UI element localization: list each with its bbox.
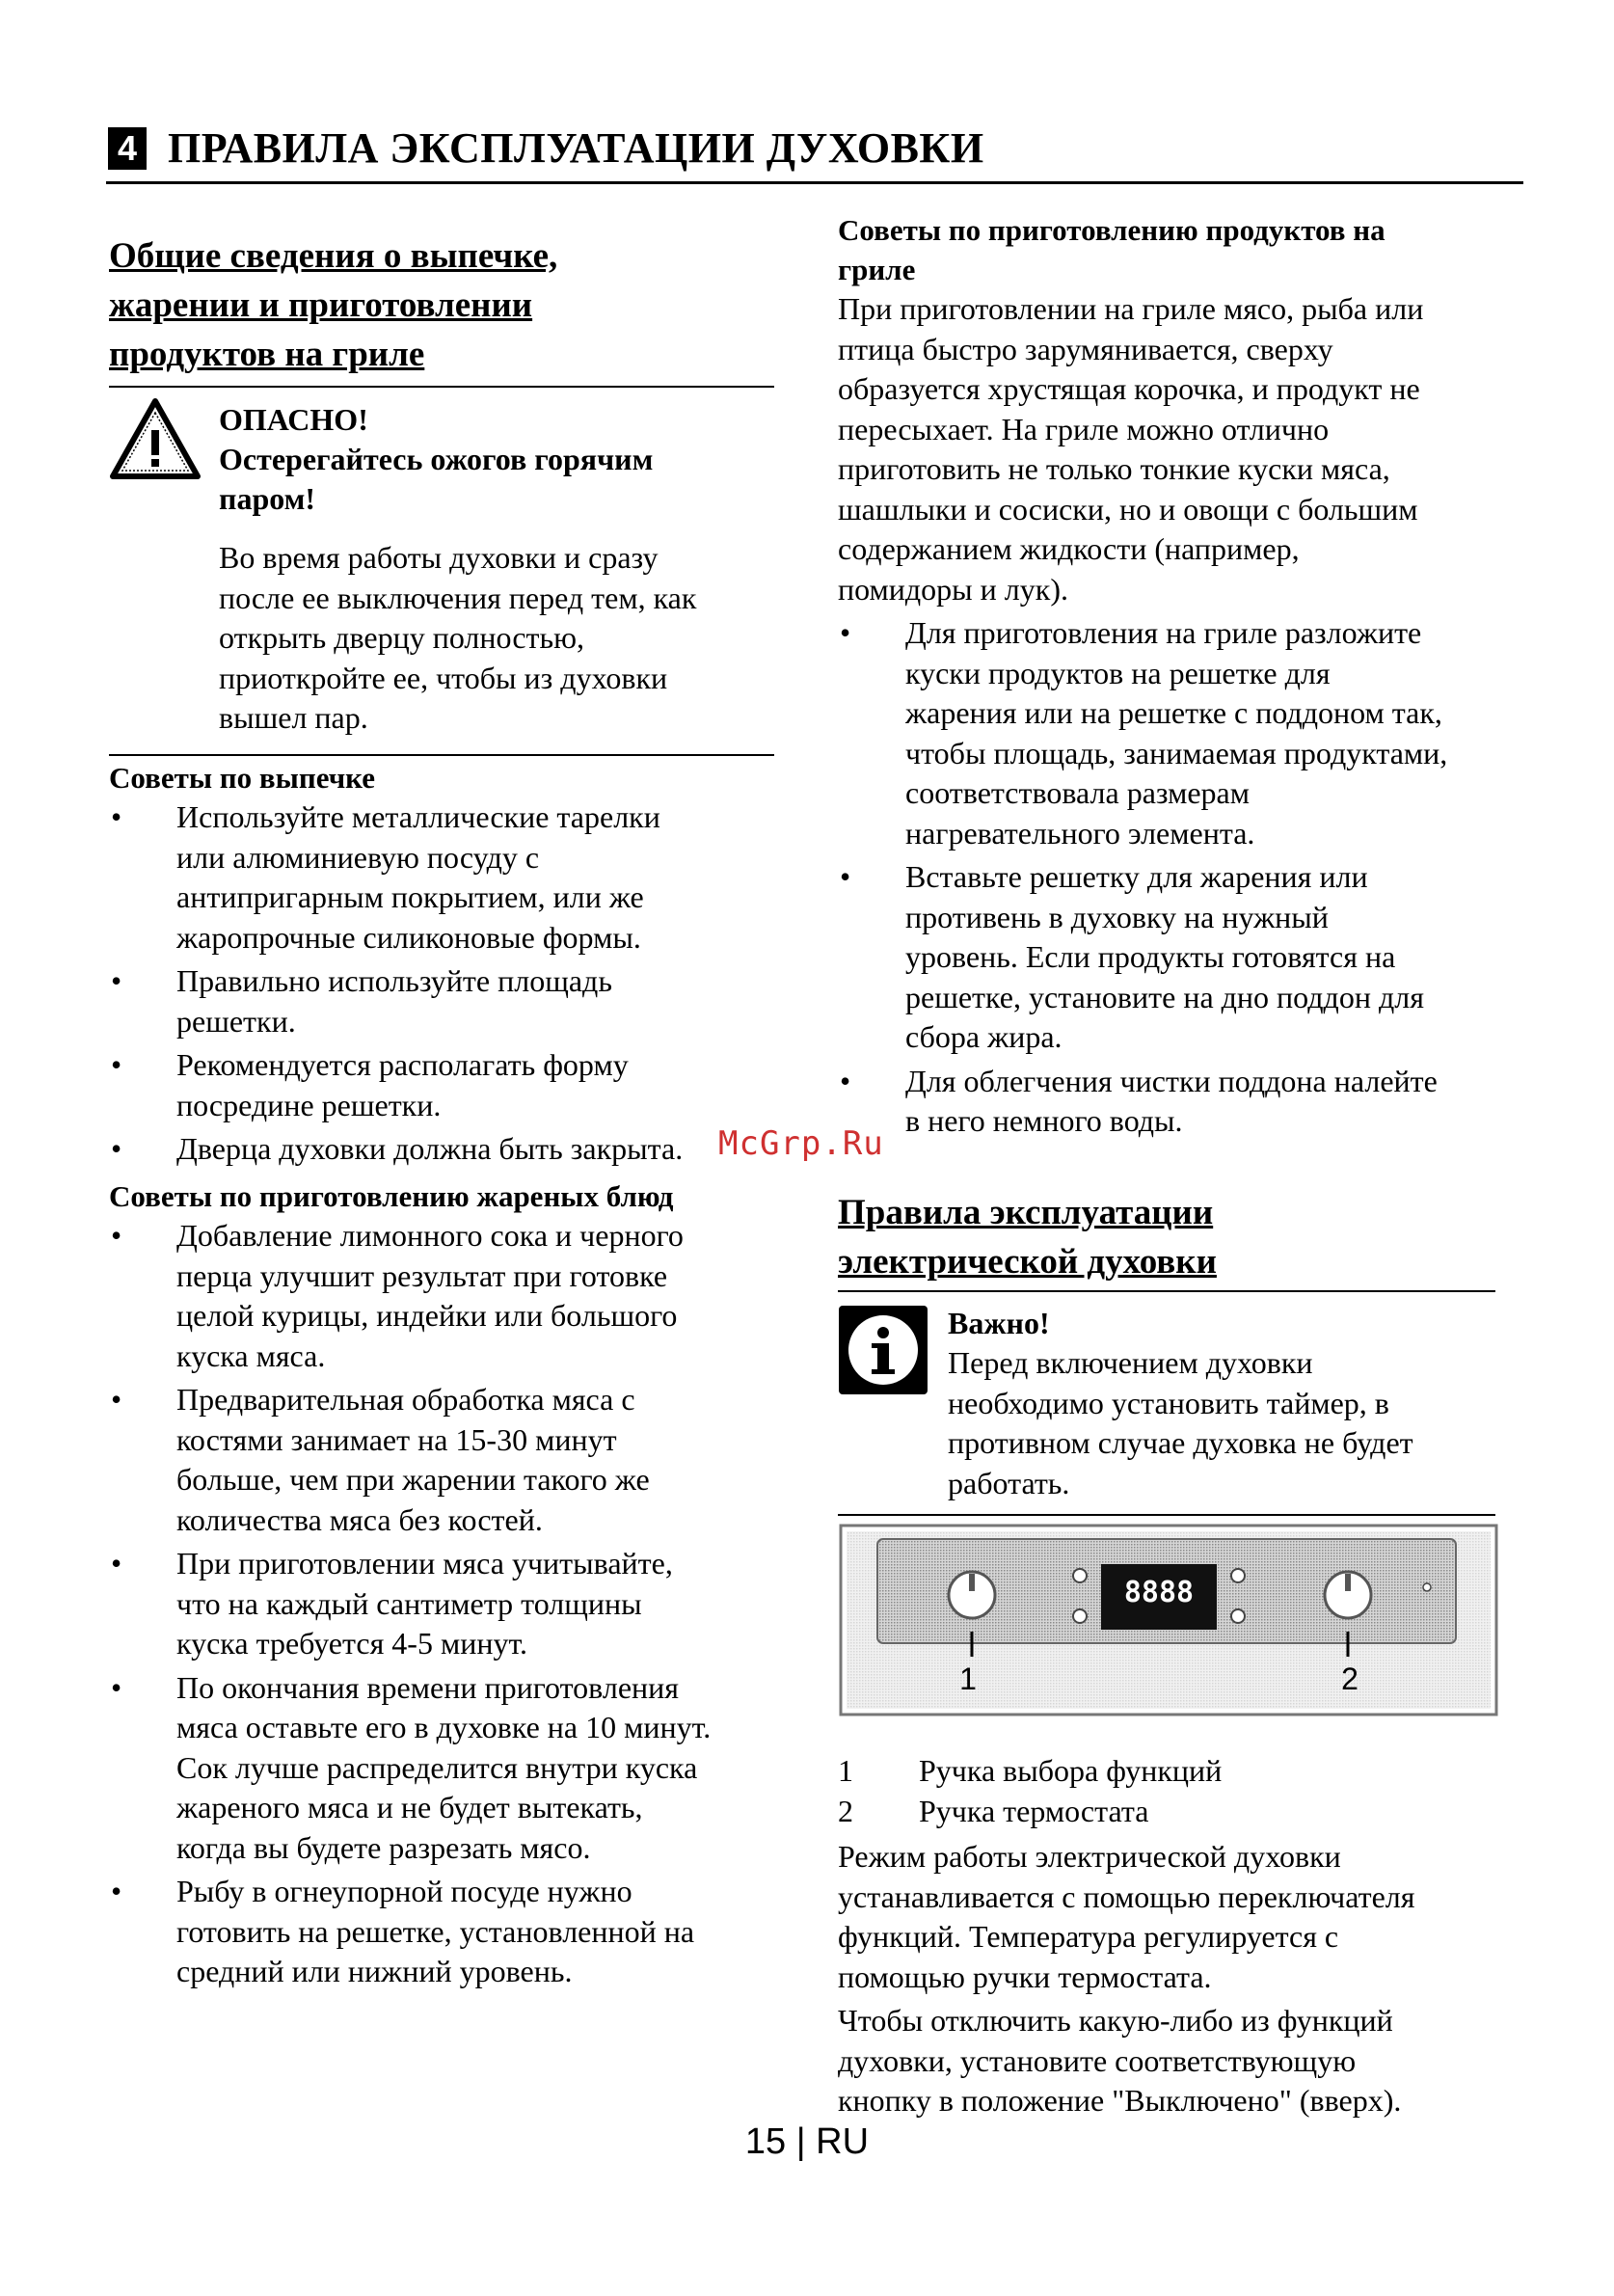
para-line: кнопку в положение "Выключено" (вверх).	[838, 2083, 1402, 2118]
list-line: что на каждый сантиметр толщины	[176, 1585, 642, 1621]
notice-line: работать.	[948, 1465, 1070, 1500]
para-line: устанавливается с помощью переключателя	[838, 1878, 1415, 1914]
list-item	[109, 1668, 803, 1869]
list-line: Сок лучше распределится внутри куска	[176, 1749, 698, 1785]
notice-line: необходимо установить таймер, в	[948, 1385, 1389, 1420]
list-item	[109, 1380, 803, 1540]
para-line: духовки, установите соответствующую	[838, 2042, 1357, 2078]
list-line: костями занимает на 15-30 минут	[176, 1421, 617, 1457]
section-title-line: Общие сведения о выпечке,	[109, 236, 558, 276]
section-divider	[109, 386, 774, 388]
list-line: • При приготовлении мяса учитывайте,	[176, 1546, 673, 1580]
list-line: • Правильно используйте площадь	[176, 963, 612, 998]
list-line: средний или нижний уровень.	[176, 1954, 573, 1988]
list-line: куски продуктов на решетке для	[905, 655, 1331, 690]
list-line: нагревательного элемента.	[905, 815, 1255, 851]
grill-intro-line: приготовить не только тонкие куски мяса,	[838, 451, 1390, 486]
list-item	[109, 1544, 803, 1664]
list-line: • Рекомендуется располагать форму	[176, 1047, 629, 1082]
grill-intro-line: При приготовлении на гриле мясо, рыба или	[838, 291, 1424, 326]
list-line: в него немного воды.	[905, 1103, 1183, 1138]
electric-oven-title	[838, 1188, 1513, 1286]
grill-heading-line: Советы по приготовлению продуктов на	[838, 213, 1385, 247]
legend-row	[838, 1751, 1513, 1792]
info-icon	[839, 1306, 928, 1394]
header-divider	[106, 181, 1523, 184]
list-line: куска мяса.	[176, 1337, 326, 1373]
list-line: • Вставьте решетку для жарения или	[905, 859, 1368, 894]
list-line: уровень. Если продукты готовятся на	[905, 939, 1396, 974]
list-line: • Используйте металлические тарелки	[176, 799, 660, 834]
list-line: соответствовала размерам	[905, 775, 1250, 810]
baking-tips-heading: Советы по выпечке	[109, 761, 376, 795]
roasting-tips-list	[109, 1216, 803, 1992]
grill-intro-line: пересыхает. На гриле можно отлично	[838, 411, 1330, 446]
section-divider	[838, 1290, 1495, 1292]
list-line: куска требуется 4-5 минут.	[176, 1626, 528, 1661]
para-line: Чтобы отключить какую-либо из функций	[838, 2003, 1393, 2038]
list-item	[838, 1062, 1532, 1142]
panel-label-2: 2	[1341, 1661, 1358, 1696]
list-line: количества мяса без костей.	[176, 1501, 543, 1537]
control-panel-illustration	[839, 1524, 1498, 1716]
warning-subtitle-line: паром!	[219, 481, 316, 516]
general-section-title	[109, 231, 774, 379]
watermark: McGrp.Ru	[718, 1124, 884, 1163]
legend-num: 1	[838, 1753, 853, 1788]
para-line: функций. Температура регулируется с	[838, 1919, 1339, 1954]
grill-tips-list	[838, 613, 1532, 1142]
section-title-line: электрической духовки	[838, 1242, 1217, 1282]
notice-line: противном случае духовка не будет	[948, 1425, 1413, 1460]
grill-intro-line: помидоры и лук).	[838, 571, 1068, 607]
list-line: жареного мяса и не будет вытекать,	[176, 1790, 643, 1824]
list-line: посредине решетки.	[176, 1087, 442, 1122]
chapter-title: ПРАВИЛА ЭКСПЛУАТАЦИИ ДУХОВКИ	[168, 124, 984, 172]
list-line: сбора жира.	[905, 1019, 1063, 1054]
notice-line: Перед включением духовки	[948, 1345, 1313, 1380]
para-line: Режим работы электрической духовки	[838, 1839, 1341, 1874]
roasting-tips	[109, 1176, 803, 1996]
list-line: когда вы будете разрезать мясо.	[176, 1829, 591, 1865]
list-item	[109, 1216, 803, 1376]
list-line: противень в духовку на нужный	[905, 899, 1329, 934]
grill-intro-line: шашлыки и сосиски, но и овощи с большим	[838, 491, 1418, 527]
list-line: мяса оставьте его в духовке на 10 минут.	[176, 1710, 712, 1744]
warning-triangle-icon	[109, 397, 202, 480]
list-line: чтобы площадь, занимаемая продуктами,	[905, 735, 1448, 770]
warning-title: ОПАСНО!	[219, 402, 368, 437]
section-divider	[838, 1514, 1495, 1516]
list-line: • По окончания времени приготовления	[176, 1669, 679, 1705]
list-line: • Предварительная обработка мяса с	[176, 1382, 635, 1417]
section-title-line: Правила эксплуатации	[838, 1193, 1214, 1232]
list-line: • Добавление лимонного сока и черного	[176, 1218, 684, 1253]
list-item	[109, 797, 803, 958]
page-number: 15 | RU	[744, 2121, 870, 2162]
chapter-number-badge: 4	[108, 127, 147, 170]
list-line: решетке, установите на дно поддон для	[905, 979, 1424, 1014]
baking-tips-list	[109, 797, 803, 1170]
section-title-line: жарении и приготовлении	[109, 285, 533, 325]
grill-intro-line: образуется хрустящая корочка, и продукт не	[838, 371, 1420, 406]
timer-display-digits: 8888	[1123, 1576, 1195, 1609]
list-line: жаропрочные силиконовые формы.	[176, 919, 641, 955]
list-line: больше, чем при жарении такого же	[176, 1462, 650, 1497]
grill-heading-line: гриле	[838, 253, 916, 286]
section-title-line: продуктов на гриле	[109, 335, 425, 374]
list-line: решетки.	[176, 1003, 296, 1039]
list-line: целой курицы, индейки или большого	[176, 1298, 678, 1333]
legend-row	[838, 1792, 1513, 1832]
warning-text-line: Во время работы духовки и сразу	[219, 540, 659, 575]
list-line: антипригарным покрытием, или же	[176, 879, 644, 914]
warning-text-line: открыть дверцу полностью,	[219, 620, 584, 655]
warning-subtitle-line: Остерегайтесь ожогов горячим	[219, 442, 654, 476]
warning-block	[219, 400, 778, 739]
list-line: • Рыбу в огнеупорной посуде нужно	[176, 1874, 632, 1908]
warning-text-line: приоткройте ее, чтобы из духовки	[219, 660, 668, 695]
roasting-tips-heading: Советы по приготовлению жареных блюд	[109, 1179, 674, 1213]
important-notice	[948, 1304, 1526, 1503]
panel-legend	[838, 1751, 1513, 2121]
list-item	[838, 613, 1532, 853]
legend-text: Ручка выбора функций	[919, 1753, 1223, 1788]
list-item	[109, 1872, 803, 1992]
grill-intro-line: содержанием жидкости (например,	[838, 531, 1300, 566]
list-line: • Дверца духовки должна быть закрыта.	[176, 1131, 684, 1166]
list-line: перца улучшит результат при готовке	[176, 1257, 668, 1293]
panel-label-1: 1	[959, 1661, 977, 1696]
notice-title: Важно!	[948, 1306, 1050, 1340]
para-line: помощью ручки термостата.	[838, 1958, 1212, 1994]
section-divider	[109, 754, 774, 756]
list-item	[109, 1045, 803, 1125]
grill-tips	[838, 210, 1532, 1146]
list-line: жарения или на решетке с поддоном так,	[905, 695, 1442, 730]
list-line: • Для облегчения чистки поддона налейте	[905, 1063, 1438, 1098]
legend-text: Ручка термостата	[919, 1793, 1149, 1828]
list-line: или алюминиевую посуду с	[176, 839, 540, 875]
list-item	[109, 1129, 803, 1170]
legend-num: 2	[838, 1793, 853, 1828]
list-line: готовить на решетке, установленной на	[176, 1913, 695, 1949]
list-item	[838, 857, 1532, 1058]
baking-tips	[109, 758, 803, 1174]
warning-text-line: после ее выключения перед тем, как	[219, 580, 697, 615]
warning-text-line: вышел пар.	[219, 700, 368, 735]
grill-intro-line: птица быстро зарумянивается, сверху	[838, 331, 1333, 366]
list-item	[109, 961, 803, 1041]
list-line: • Для приготовления на гриле разложите	[905, 615, 1422, 650]
